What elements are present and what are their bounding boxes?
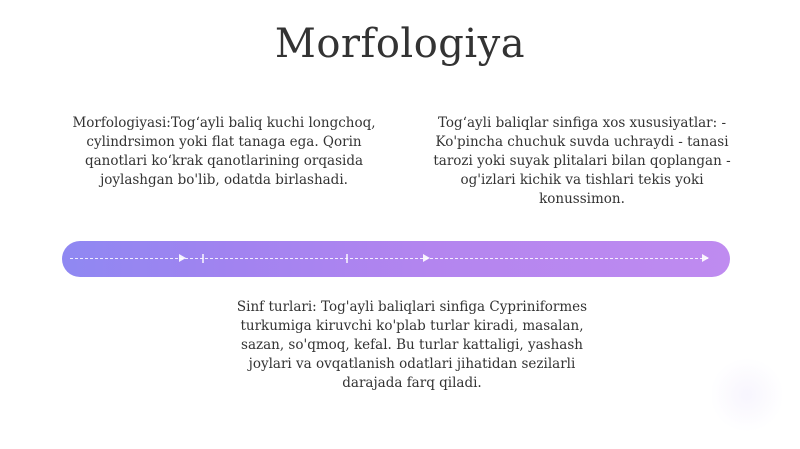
timeline-arrow-icon [423, 254, 430, 262]
timeline-arrow-icon [702, 254, 709, 262]
timeline-arrow-icon [179, 254, 186, 262]
slide-title: Morfologiya [274, 21, 526, 67]
timeline-dashed-line [70, 258, 708, 259]
background-decoration [712, 355, 782, 435]
timeline-tick [346, 254, 348, 263]
class-features-description: Tog‘ayli baliqlar sinfiga xos xususiyatlar: - Ko'pincha chuchuk suvda uchraydi - tanasi tarozi yoki suyak plitalari bilan qoplangan - og'izlari kichik va tishlari tekis yoki konussimon. [433, 115, 731, 207]
morphology-description: Morfologiyasi:Tog‘ayli baliq kuchi longchoq, cylindrsimon yoki flat tanaga ega. Qorin qanotlari ko‘krak qanotlarining orqasida joylashgan bo'lib, odatda birlashadi. [72, 115, 376, 188]
timeline-tick [202, 254, 204, 263]
class-types-description: Sinf turlari: Tog'ayli baliqlari sinfiga Cypriniformes turkumiga kiruvchi ko'plab turlar kiradi, masalan, sazan, so'qmoq, kefal. Bu turlar kattaligi, yashash joylari va ovqatlanish odatlari jihatidan sezilarli darajada farq qiladi. [236, 299, 588, 391]
timeline-bar [62, 241, 730, 277]
